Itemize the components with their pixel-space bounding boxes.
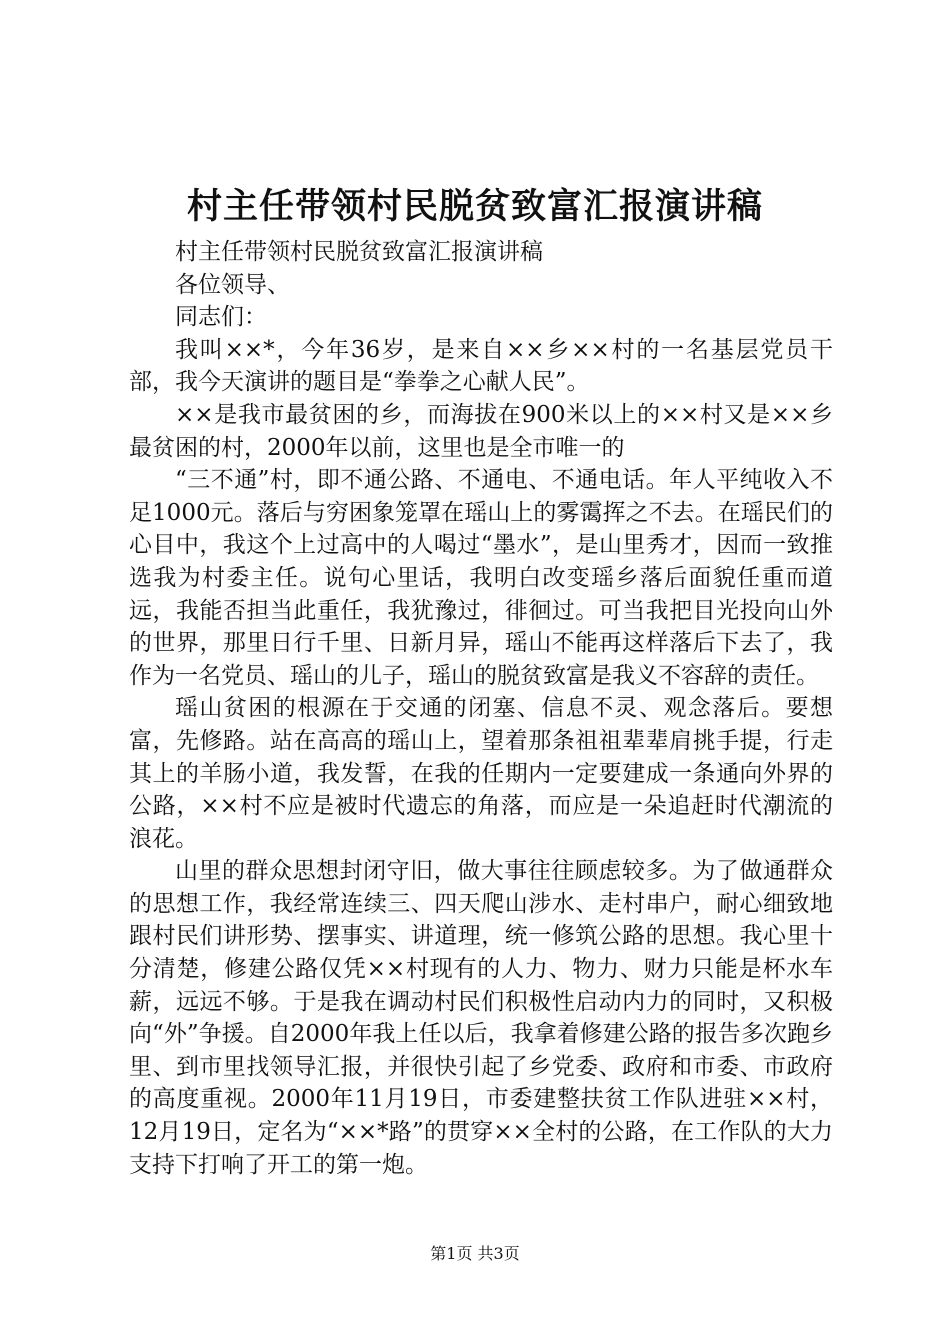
paragraph-road-vow: 瑶山贫困的根源在于交通的闭塞、信息不灵、观念落后。要想富，先修路。站在高高的瑶山上，望着那条祖祖辈辈肩挑手提，行走其上的羊肠小道，我发誓，在我的任期内一定要建成一条通向外界的公路，××村不应是被时代遗忘的角落，而应是一朵追赶时代潮流的浪花。 bbox=[129, 695, 833, 852]
paragraph-salutation-comrades: 同志们： bbox=[175, 304, 267, 331]
paragraph-poverty-background: ××是我市最贫困的乡，而海拔在900米以上的××村又是××乡最贫困的村，2000年以前，这里也是全市唯一的 bbox=[129, 401, 833, 461]
document-body bbox=[129, 236, 833, 1181]
paragraph-introduction: 我叫××*，今年36岁，是来自××乡××村的一名基层党员干部，我今天演讲的题目是“拳拳之心献人民”。 bbox=[129, 336, 833, 396]
page-footer: 第1页 共3页 bbox=[430, 1244, 520, 1263]
document-title: 村主任带领村民脱贫致富汇报演讲稿 bbox=[186, 186, 763, 227]
paragraph-three-noes: “三不通”村，即不通公路、不通电、不通电话。年人平纯收入不足1000元。落后与穷困象笼罩在瑶山上的雾霭挥之不去。在瑶民们的心目中，我这个上过高中的人喝过“墨水”，是山里秀才，因而一致推选我为村委主任。说句心里话，我明白改变瑶乡落后面貌任重而道远，我能否担当此重任，我犹豫过，徘徊过。可当我把目光投向山外的世界，那里日行千里、日新月异，瑶山不能再这样落后下去了，我作为一名党员、瑶山的儿子，瑶山的脱贫致富是我义不容辞的责任。 bbox=[129, 467, 833, 689]
paragraph-road-construction: 山里的群众思想封闭守旧，做大事往往顾虑较多。为了做通群众的思想工作，我经常连续三、四天爬山涉水、走村串户，耐心细致地跟村民们讲形势、摆事实、讲道理，统一修筑公路的思想。我心里十分清楚，修建公路仅凭××村现有的人力、物力、财力只能是杯水车薪，远远不够。于是我在调动村民们积极性启动内力的同时，又积极向“外”争援。自2000年我上任以后，我拿着修建公路的报告多次跑乡里、到市里找领导汇报，并很快引起了乡党委、政府和市委、市政府的高度重视。2000年11月19日，市委建整扶贫工作队进驻××村，12月19日，定名为“××*路”的贯穿××全村的公路，在工作队的大力支持下打响了开工的第一炮。 bbox=[129, 858, 833, 1178]
paragraph-subtitle: 村主任带领村民脱贫致富汇报演讲稿 bbox=[175, 239, 543, 265]
paragraph-salutation-leaders: 各位领导、 bbox=[175, 271, 290, 298]
